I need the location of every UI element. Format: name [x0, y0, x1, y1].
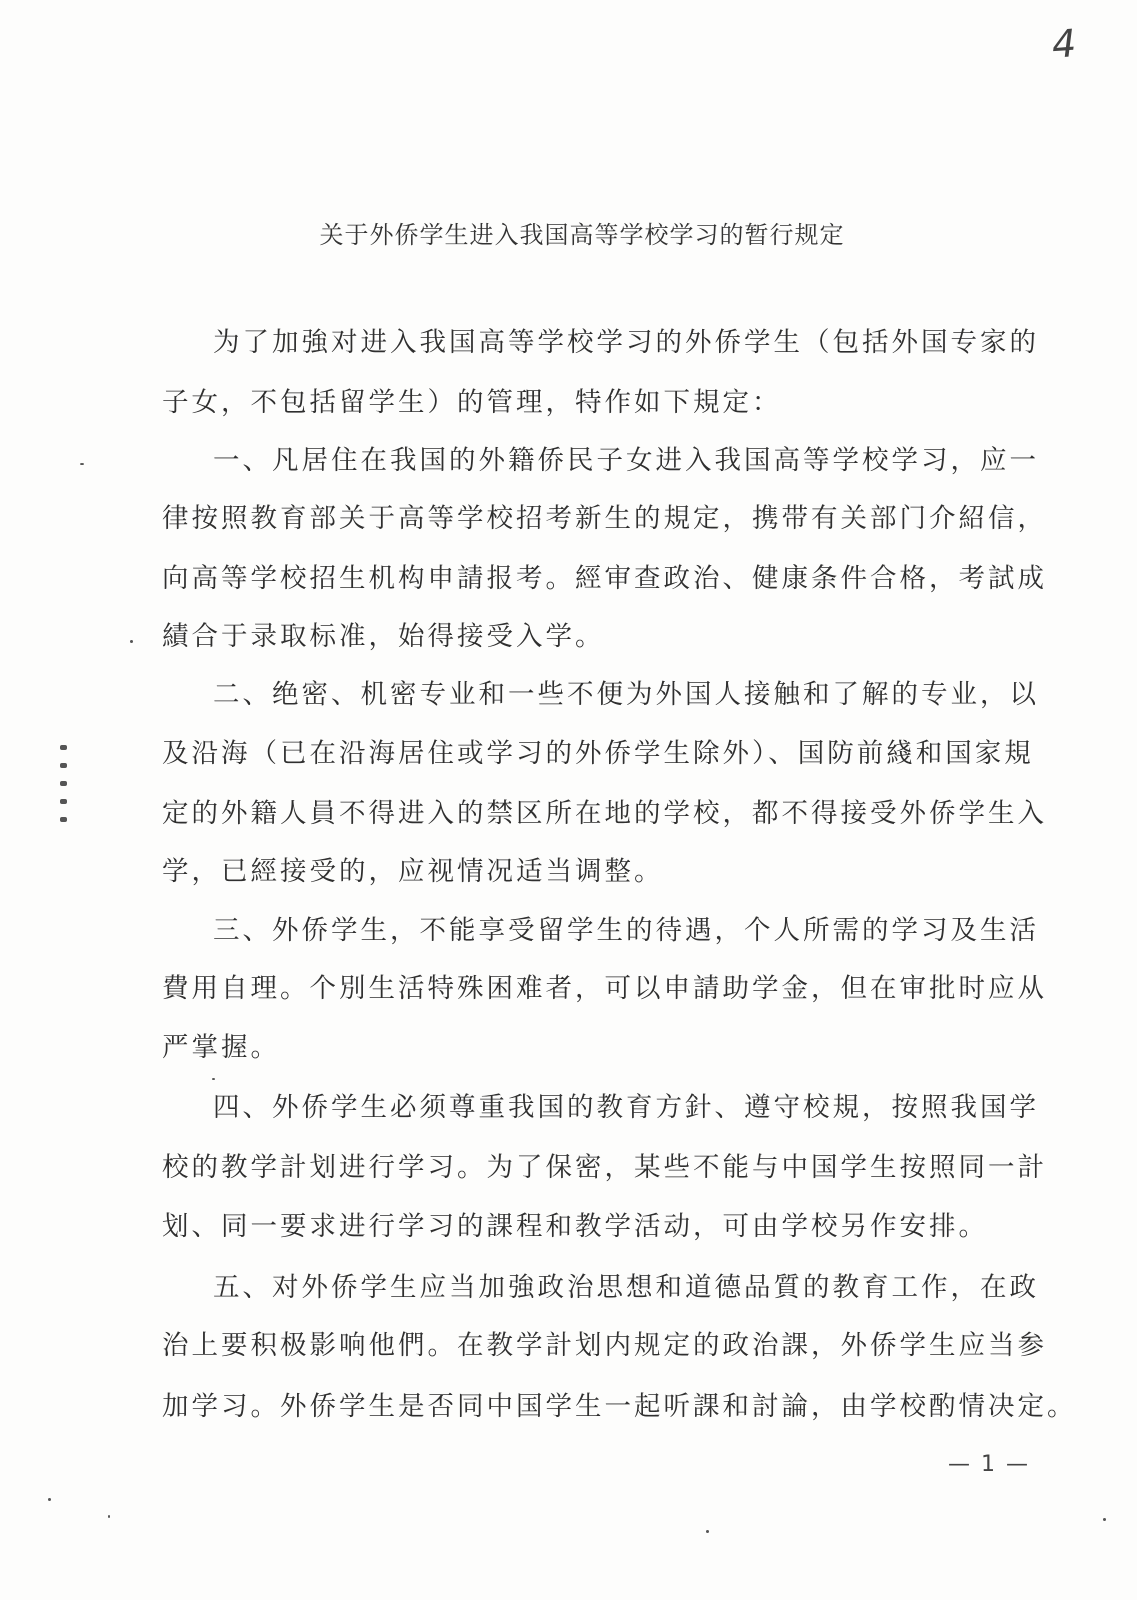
body-line: 定的外籍人員不得进入的禁区所在地的学校，都不得接受外侨学生入 — [162, 798, 1047, 829]
body-line: 子女，不包括留学生）的管理，特作如下規定： — [162, 387, 782, 418]
document-title: 关于外侨学生进入我国高等学校学习的暂行规定 — [319, 221, 845, 249]
body-line: 校的教学計划进行学习。为了保密，某些不能与中国学生按照同一計 — [162, 1152, 1047, 1183]
scan-speck — [80, 463, 84, 465]
scan-speck — [212, 1078, 215, 1080]
body-line: 費用自理。个別生活特殊困难者，可以申請助学金，但在审批时应从 — [162, 973, 1047, 1004]
scan-speck — [48, 1498, 51, 1501]
body-line: 为了加強对进入我国高等学校学习的外侨学生（包括外国专家的 — [213, 327, 1039, 358]
body-line: 律按照教育部关于高等学校招考新生的規定，携带有关部门介紹信， — [162, 503, 1047, 534]
scan-speck — [1103, 1518, 1106, 1521]
body-line: 严掌握。 — [162, 1032, 280, 1063]
body-line: 向高等学校招生机构申請报考。經审查政治、健康条件合格，考試成 — [162, 563, 1047, 594]
handwritten-page-mark: 4 — [1050, 21, 1078, 67]
body-line: 二、绝密、机密专业和一些不便为外国人接触和了解的专业，以 — [213, 679, 1039, 710]
body-line: 治上要积极影响他們。在教学計划内规定的政治課，外侨学生应当参 — [162, 1330, 1047, 1361]
body-line: 划、同一要求进行学习的課程和教学活动，可由学校另作安排。 — [162, 1211, 988, 1242]
body-line: 学，已經接受的，应视情况适当调整。 — [162, 856, 664, 887]
body-line: 加学习。外侨学生是否同中国学生一起听課和討論，由学校酌情决定。 — [162, 1391, 1077, 1422]
body-line: 四、外侨学生必须尊重我国的教育方針、遵守校規，按照我国学 — [213, 1092, 1039, 1123]
scan-speck — [108, 1515, 110, 1518]
page-number: — 1 — — [948, 1452, 1030, 1477]
binding-hole-marks — [58, 745, 68, 840]
body-line: 三、外侨学生，不能享受留学生的待遇，个人所需的学习及生活 — [213, 915, 1039, 946]
body-line: 五、对外侨学生应当加強政治思想和道德品質的教育工作，在政 — [213, 1272, 1039, 1303]
scan-speck — [706, 1530, 709, 1533]
scan-speck — [130, 640, 133, 643]
body-line: 一、凡居住在我国的外籍侨民子女进入我国高等学校学习，应一 — [213, 445, 1039, 476]
body-line: 績合于录取标准，始得接受入学。 — [162, 621, 605, 652]
body-line: 及沿海（已在沿海居住或学习的外侨学生除外）、国防前綫和国家規 — [162, 738, 1034, 769]
